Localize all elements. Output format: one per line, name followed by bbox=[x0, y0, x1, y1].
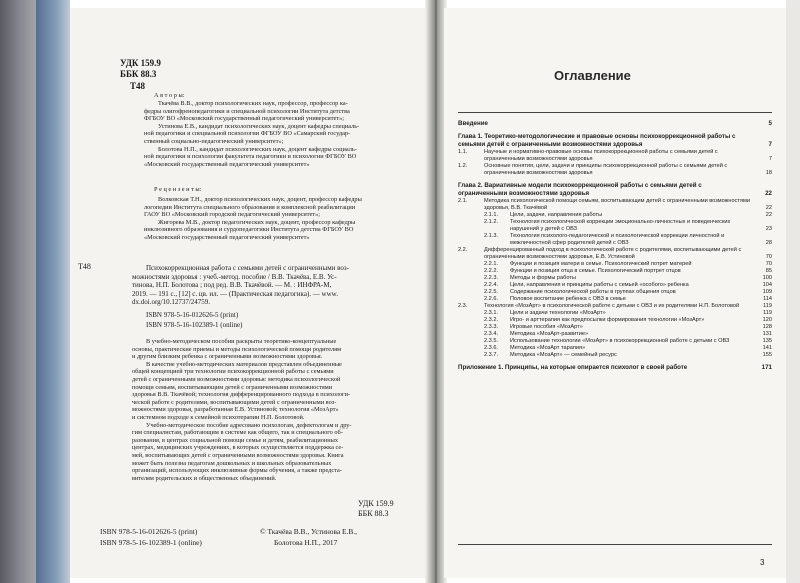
biblio-code: Т48 bbox=[78, 262, 91, 271]
toc-entry-page: 131 bbox=[762, 331, 772, 337]
isbn-bottom-online: ISBN 978-5-16-102389-1 (online) bbox=[100, 538, 202, 547]
toc-entry-number: 2.2.1. bbox=[484, 261, 498, 267]
bbk-code: ББК 88.3 bbox=[120, 69, 157, 79]
toc-entry-page: 22 bbox=[765, 212, 772, 218]
toc-entry[interactable] bbox=[458, 364, 772, 372]
reviewers-label: Р е ц е н з е н т ы: bbox=[154, 186, 202, 193]
toc-entry-page: 5 bbox=[768, 120, 772, 127]
toc-entry-title: Введение bbox=[458, 120, 488, 127]
toc-entry-title: Цели, задачи, направления работы bbox=[510, 212, 603, 218]
toc-entry-number: 2.3.1. bbox=[484, 310, 498, 316]
toc-entry[interactable] bbox=[458, 133, 772, 149]
toc-entry-title: Игро- и арттерапия как предпосылки формирования технологии «МозАрт» bbox=[510, 317, 705, 323]
book-code: Т48 bbox=[130, 81, 146, 91]
toc-entry-number: 1.1. bbox=[458, 149, 468, 155]
toc-entry[interactable] bbox=[458, 275, 772, 282]
toc-entry-number: 2.3.5. bbox=[484, 338, 498, 344]
toc-entry[interactable] bbox=[458, 310, 772, 317]
toc-entry[interactable] bbox=[458, 331, 772, 338]
toc-entry-page: 22 bbox=[765, 205, 772, 211]
toc-entry-number: 2.3.7. bbox=[484, 352, 498, 358]
isbn-print: ISBN 978-5-16-012626-5 (print) bbox=[146, 311, 239, 319]
toc-entry[interactable] bbox=[458, 296, 772, 303]
toc-entry-page: 100 bbox=[762, 275, 772, 281]
copyright-line-2: Болотова Н.П., 2017 bbox=[274, 538, 338, 547]
toc-entry-number: 2.2.5. bbox=[484, 289, 498, 295]
book-cover-edge bbox=[0, 0, 70, 583]
toc-entry-page: 128 bbox=[762, 324, 772, 330]
toc-entry-title: Цели, направления и принципы работы с семьей «особого» ребенка bbox=[510, 282, 689, 288]
toc-entry-number: 2.1. bbox=[458, 198, 468, 204]
toc-entry-title: Цели и задачи технологии «МозАрт» bbox=[510, 310, 606, 316]
toc-entry-page: 155 bbox=[762, 352, 772, 358]
copyright-line-1: © Ткачёва В.В., Устинова Е.В., bbox=[260, 527, 357, 536]
toc-entry[interactable] bbox=[458, 233, 772, 247]
toc-entry-number: 2.1.2. bbox=[484, 219, 498, 225]
toc-entry-number: 2.2.4. bbox=[484, 282, 498, 288]
toc-entry-number: 2.1.1. bbox=[484, 212, 498, 218]
toc-entry-page: 7 bbox=[768, 141, 772, 148]
toc-entry-page: 70 bbox=[765, 254, 772, 260]
toc-entry-number: 2.3.2. bbox=[484, 317, 498, 323]
toc-entry-title: Использование технологии «МозАрт» в психокоррекционной работе с детьми с ОВЗ bbox=[510, 338, 730, 344]
toc-entry-title: Основные понятия, цели, задачи и принципы психокоррекционной работы с семьями детей с ограниченными возможностями здоровья bbox=[484, 163, 728, 176]
toc-bottom-rule bbox=[458, 544, 772, 545]
toc-entry[interactable] bbox=[458, 289, 772, 296]
right-page-edge bbox=[786, 0, 800, 583]
toc-entry-number: 2.2.3. bbox=[484, 275, 498, 281]
toc-entry[interactable] bbox=[458, 120, 772, 128]
toc-entry-page: 141 bbox=[762, 345, 772, 351]
toc-entry-title: Приложение 1. Принципы, на которые опирается психолог в своей работе bbox=[458, 364, 688, 371]
toc-entry-page: 119 bbox=[763, 303, 772, 309]
toc-entry[interactable] bbox=[458, 182, 772, 198]
toc-entry[interactable] bbox=[458, 317, 772, 324]
toc-entry-page: 120 bbox=[762, 317, 772, 323]
toc-entry-page: 119 bbox=[763, 310, 772, 316]
toc-entry-number: 1.2. bbox=[458, 163, 468, 169]
toc-entry-title: Функции и позиция матери в семье. Психологический потрет матерей bbox=[510, 261, 692, 267]
isbn-bottom-print: ISBN 978-5-16-012626-5 (print) bbox=[100, 527, 198, 536]
toc-entry[interactable] bbox=[458, 324, 772, 331]
toc-entry-title: Глава 2. Вариативные модели психокоррекционной работы с семьями детей с ограниченными возможностями здоровья bbox=[458, 182, 702, 197]
toc-entry-title: Методика психологической помощи семьям, воспитывающим детей с ограниченными возможностями здоровья, В.В. Ткачёвой bbox=[484, 198, 750, 211]
toc-entry[interactable] bbox=[458, 338, 772, 345]
toc-entry-page: 22 bbox=[765, 190, 772, 197]
toc-entry-title: Глава 1. Теоретико-методологические и правовые основы психокоррекционной работы с семьями детей с ограниченными возможностями здоровья bbox=[458, 133, 736, 148]
toc-entry-number: 2.2.2. bbox=[484, 268, 498, 274]
toc-entry-page: 104 bbox=[762, 282, 772, 288]
toc-entry-number: 2.1.3. bbox=[484, 233, 498, 239]
toc-entry-page: 7 bbox=[768, 156, 772, 162]
toc-entry[interactable] bbox=[458, 261, 772, 268]
annotation: В учебно-методическом пособии раскрыты теоретико-концептуальные основы, практические приемы и методы психологической помощи родителям и другим близким ребенка с ограниченными возможностями здоровья. В качестве учебно-методических материалов представлен объединенные общей концепцией три технологии психокоррекционной работы с семьями детей с ограниченными возможностями здоровья: методика психологической помощи семьям, воспитывающим детей с ограниченными возможностями здоровья В.В. Ткачёвой; технология дифференцированного подхода в психологи- ческой работе с родителями, воспитывающими детей с ограниченными воз- можностями здоровья, разработанная Е.В. Устиновой; технология «МозАрт» и системном подходе к семейной психотерапии Н.П. Болотовой. Учебно-методическое пособие адресовано психологам, дефектологам и дру- гим специалистам, работающим в системе как общего, так и специального об- разования, в центрах социальной помощи семье и детям, реабилитационных центрах, медицинских учреждениях, в которых осуществляется поддержка се- мей, воспитывающих детей с ограниченными возможностями здоровья. Книга может быть полезна педагогам дошкольных и школьных образовательных организаций, использующих инклюзивные формы обучения, а также предста- вителям родительских и общественных объединений. bbox=[132, 338, 352, 482]
toc-entry-number: 2.3.6. bbox=[484, 345, 498, 351]
toc-entry[interactable] bbox=[458, 149, 772, 163]
toc-entry-title: Функции и позиция отца в семье. Психологический портрет отцов bbox=[510, 268, 681, 274]
toc-entry-title: Методика «МозАрт тарапия» bbox=[510, 345, 586, 351]
udk-small: УДК 159.9 bbox=[358, 499, 394, 508]
toc-entry-title: Дифференцированный подход в психологической работе с родителями, воспитывающими детей с ограниченными возможностями здоровья, Е.В. Устиновой bbox=[484, 247, 742, 260]
toc-entry-title: Научные и нормативно-правовые основы психокоррекционной работы с семьями детей с ограниченными возможностями здоровья bbox=[484, 149, 718, 162]
toc-entry-page: 109 bbox=[762, 289, 772, 295]
reviewers-block: Волковская Т.Н., доктор психологических наук, доцент, профессор кафедры логопедии Института специального образования и комплексной реабилитации ГАОУ ВО «Московский городской педагогический университет»; Жигорева М.В., доктор педагогических наук, доцент, профессор кафедры инклюзивного образования и сурдопедагогики Института детства ФГБОУ ВО «Московский государственный педагогический университет» bbox=[144, 196, 362, 241]
authors-label: А в т о р ы: bbox=[154, 92, 185, 99]
toc-entry-title: Технология психолого-педагогической и психологической коррекции личностной и межличностной сфер родителей детей с ОВЗ bbox=[510, 233, 725, 246]
toc-title: Оглавление bbox=[554, 68, 631, 83]
toc-entry-title: Половое воспитание ребенка с ОВЗ в семье bbox=[510, 296, 626, 302]
toc-entry[interactable] bbox=[458, 268, 772, 275]
toc-entry[interactable] bbox=[458, 219, 772, 233]
toc-entry-title: Методика «МозАрт» — семейный ресурс bbox=[510, 352, 617, 358]
page-number: 3 bbox=[760, 558, 765, 567]
toc-entry[interactable] bbox=[458, 247, 772, 261]
toc-entry-title: Методика «МозАрт-развитие» bbox=[510, 331, 589, 337]
toc-entry[interactable] bbox=[458, 198, 772, 212]
toc-entry-page: 28 bbox=[765, 240, 772, 246]
toc-entry[interactable] bbox=[458, 345, 772, 352]
toc-entry-title: Технология «МозАрт» в психологической работе с детьми с ОВЗ и их родителями Н.П. Болотовой bbox=[484, 303, 740, 309]
cover-blue-stripe bbox=[36, 0, 70, 583]
toc-entry-title: Методы и формы работы bbox=[510, 275, 576, 281]
toc-entry[interactable] bbox=[458, 303, 772, 310]
toc-entry-page: 135 bbox=[762, 338, 772, 344]
toc-entry-page: 23 bbox=[765, 226, 772, 232]
toc-entry-number: 2.2.6. bbox=[484, 296, 498, 302]
toc-entry-title: Технология психологической коррекции эмоционально-личностных и поведенческих нарушений у детей с ОВЗ bbox=[510, 219, 731, 232]
toc-entry-page: 85 bbox=[765, 268, 772, 274]
toc-entry[interactable] bbox=[458, 163, 772, 177]
toc-entry[interactable] bbox=[458, 282, 772, 289]
toc-entry-number: 2.3.3. bbox=[484, 324, 498, 330]
toc-entry[interactable] bbox=[458, 212, 772, 219]
toc-entry-page: 70 bbox=[765, 261, 772, 267]
bibliographic-record: Психокоррекционная работа с семьями детей с ограниченными воз- можностями здоровья : учеб.-метод. пособие / В.В. Ткачёва, Е.В. Ус- тинова, Н.П. Болотова ; под ред. В.В. Ткачёвой. — М. : ИНФРА-М, 2019. — 191 с., [12] с. цв. ил. — (Практическая педагогика). — www. dx.doi.org/10.12737/24759. bbox=[132, 264, 350, 307]
toc-entry-page: 171 bbox=[761, 364, 772, 371]
table-of-contents bbox=[458, 120, 772, 372]
toc-entry[interactable] bbox=[458, 352, 772, 359]
toc-entry-number: 2.3.4. bbox=[484, 331, 498, 337]
bbk-small: ББК 88.3 bbox=[358, 509, 389, 518]
toc-entry-title: Игровые пособия «МозАрт» bbox=[510, 324, 583, 330]
toc-entry-page: 114 bbox=[763, 296, 772, 302]
authors-block: Ткачёва В.В., доктор психологических наук, профессор, профессор ка- федры олигофренопедагогики и специальной психологии Института детства ФГБОУ ВО «Московский государственный педагогический университет»; Устинова Е.В., кандидат психологических наук, доцент кафедры специаль- ной педагогики и специальной психологии ФГБОУ ВО «Самарский государ- ственный социально-педагогический университет»; Болотова Н.П., кандидат психологических наук, доцент кафедры социаль- ной педагогики и психологии факультета педагогики и психологии ФГБОУ ВО «Московский государственный педагогический университет» bbox=[144, 100, 360, 168]
udk-code: УДК 159.9 bbox=[120, 58, 161, 68]
toc-entry-number: 2.3. bbox=[458, 303, 468, 309]
toc-entry-number: 2.2. bbox=[458, 247, 468, 253]
left-page bbox=[70, 8, 433, 578]
right-page bbox=[444, 8, 786, 578]
toc-entry-title: Содержание психологической работы в группах общения отцов bbox=[510, 289, 676, 295]
isbn-online: ISBN 978-5-16-102389-1 (online) bbox=[146, 321, 243, 329]
toc-entry-page: 18 bbox=[765, 170, 772, 176]
toc-top-rule bbox=[458, 112, 772, 113]
